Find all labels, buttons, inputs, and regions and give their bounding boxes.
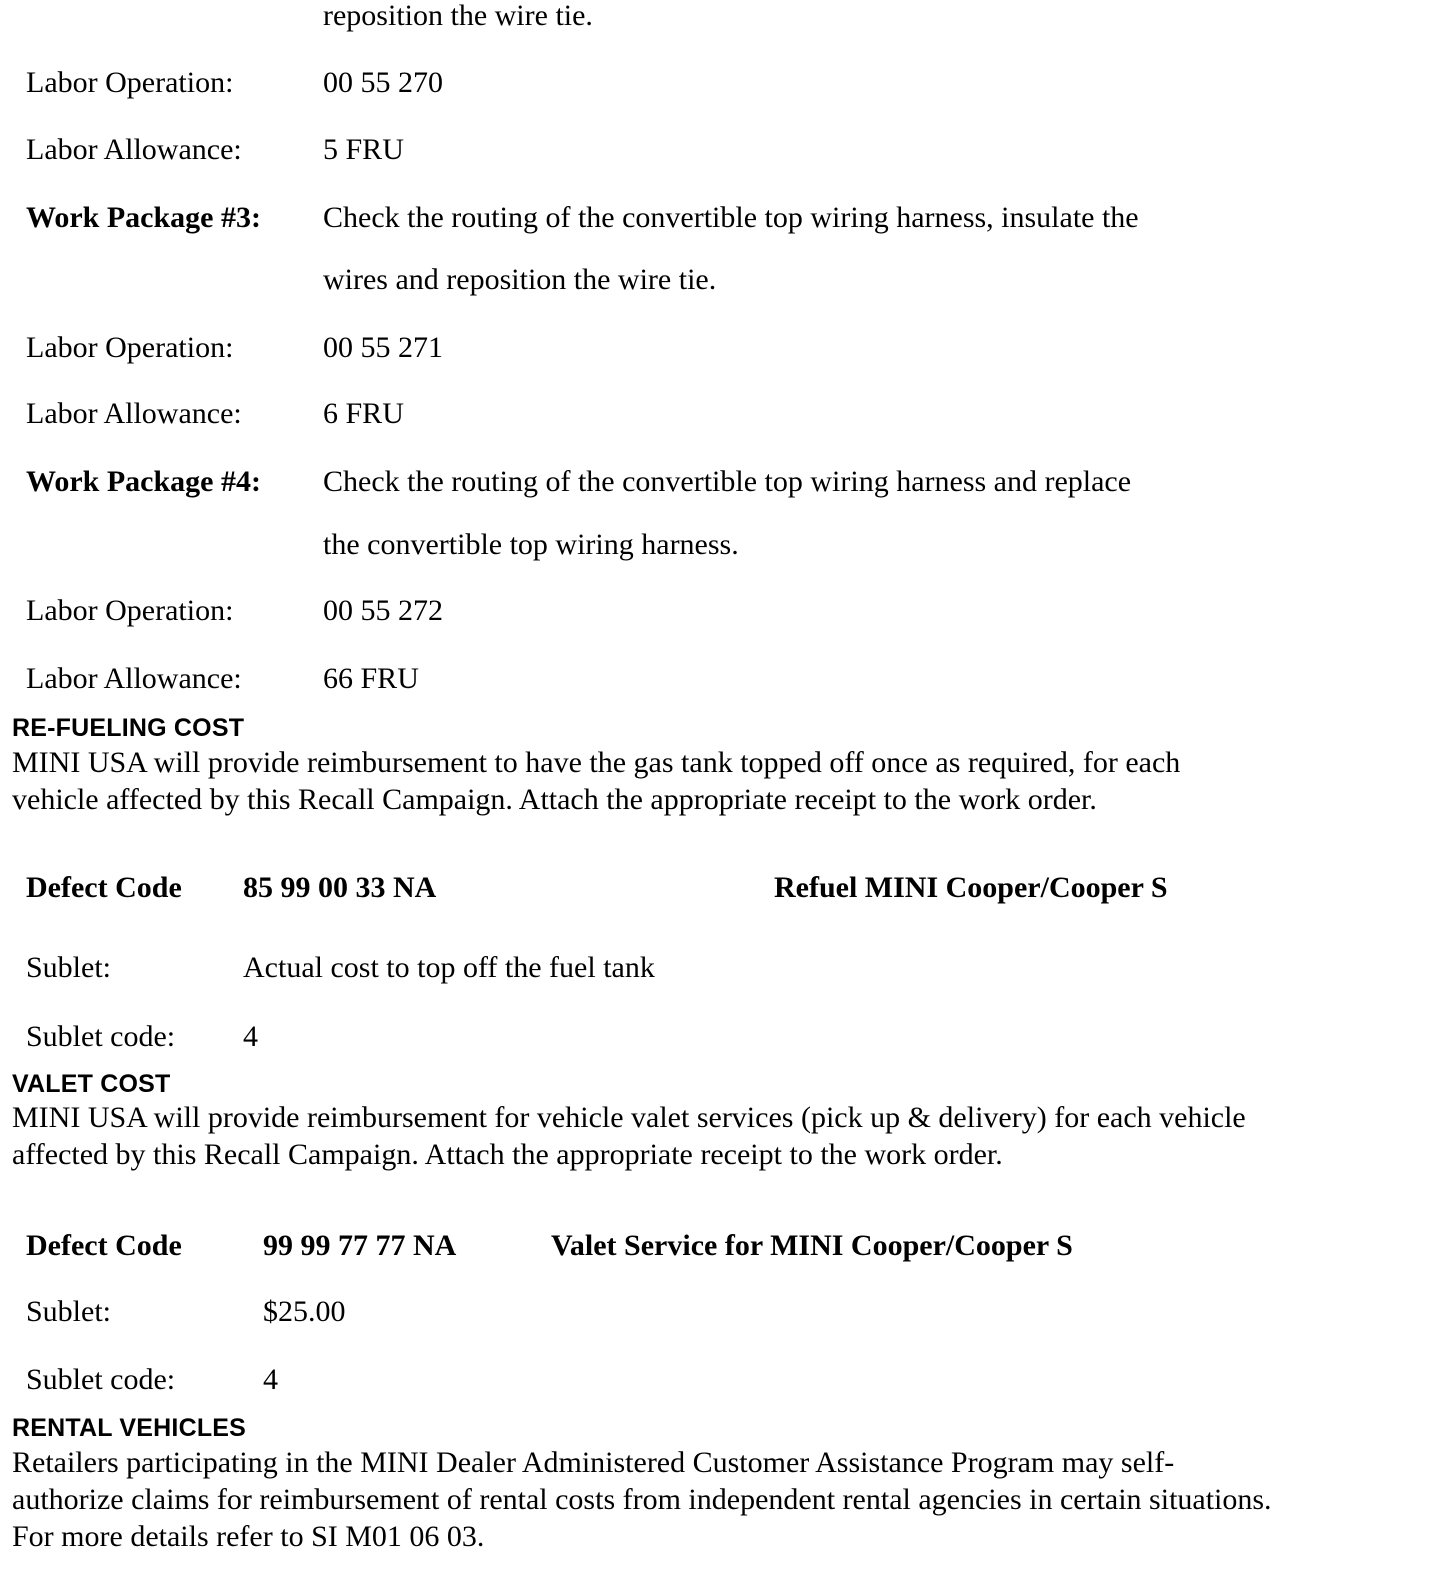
wp3-label: Work Package #3:: [26, 201, 261, 234]
rental-paragraph-line3: For more details refer to SI M01 06 03.: [12, 1520, 485, 1553]
refueling-sublet-label: Sublet:: [26, 951, 112, 984]
refueling-paragraph: [12, 744, 1422, 818]
valet-sublet-value: $25.00: [263, 1295, 346, 1328]
refueling-sublet-value: Actual cost to top off the fuel tank: [243, 951, 655, 984]
valet-heading: VALET COST: [12, 1070, 171, 1098]
valet-defect-code-value: 99 99 77 77 NA: [263, 1229, 457, 1262]
refueling-paragraph-line1: MINI USA will provide reimbursement to have the gas tank topped off once as required, for each: [12, 746, 1181, 779]
rental-paragraph: [12, 1444, 1422, 1555]
wp4-labor-allowance-label: Labor Allowance:: [26, 662, 242, 695]
wp2-labor-allowance-value: 5 FRU: [323, 133, 404, 166]
valet-defect-description: Valet Service for MINI Cooper/Cooper S: [551, 1229, 1073, 1262]
wp4-labor-operation-value: 00 55 272: [323, 594, 443, 627]
valet-sublet-label: Sublet:: [26, 1295, 112, 1328]
refueling-sublet-code-label: Sublet code:: [26, 1020, 176, 1053]
rental-paragraph-line2: authorize claims for reimbursement of rental costs from independent rental agencies in certain situations.: [12, 1483, 1272, 1516]
valet-paragraph-line2: affected by this Recall Campaign. Attach the appropriate receipt to the work order.: [12, 1138, 1003, 1171]
rental-paragraph-line1: Retailers participating in the MINI Dealer Administered Customer Assistance Program may self-: [12, 1446, 1175, 1479]
wp4-description-line1: Check the routing of the convertible top wiring harness and replace: [323, 465, 1132, 498]
valet-paragraph-line1: MINI USA will provide reimbursement for vehicle valet services (pick up & delivery) for each vehicle: [12, 1101, 1246, 1134]
wp2-labor-operation-value: 00 55 270: [323, 66, 443, 99]
wp2-description-continuation: reposition the wire tie.: [323, 0, 593, 32]
wp3-labor-operation-label: Labor Operation:: [26, 331, 234, 364]
refueling-heading: RE-FUELING COST: [12, 714, 245, 742]
wp4-labor-allowance-value: 66 FRU: [323, 662, 419, 695]
valet-sublet-code-label: Sublet code:: [26, 1363, 176, 1396]
refueling-defect-description: Refuel MINI Cooper/Cooper S: [774, 871, 1168, 904]
valet-defect-code-label: Defect Code: [26, 1229, 182, 1262]
wp2-labor-allowance-label: Labor Allowance:: [26, 133, 242, 166]
valet-sublet-code-value: 4: [263, 1363, 278, 1396]
wp3-description-line2: wires and reposition the wire tie.: [323, 263, 717, 296]
refueling-defect-code-label: Defect Code: [26, 871, 182, 904]
valet-paragraph: [12, 1099, 1422, 1173]
wp3-description-line1: Check the routing of the convertible top wiring harness, insulate the: [323, 201, 1139, 234]
wp3-labor-allowance-label: Labor Allowance:: [26, 397, 242, 430]
refueling-defect-code-value: 85 99 00 33 NA: [243, 871, 437, 904]
refueling-sublet-code-value: 4: [243, 1020, 258, 1053]
wp3-labor-operation-value: 00 55 271: [323, 331, 443, 364]
rental-heading: RENTAL VEHICLES: [12, 1414, 247, 1442]
refueling-paragraph-line2: vehicle affected by this Recall Campaign. Attach the appropriate receipt to the work order.: [12, 783, 1097, 816]
wp4-description-line2: the convertible top wiring harness.: [323, 528, 739, 561]
wp2-labor-operation-label: Labor Operation:: [26, 66, 234, 99]
wp3-labor-allowance-value: 6 FRU: [323, 397, 404, 430]
wp4-labor-operation-label: Labor Operation:: [26, 594, 234, 627]
wp4-label: Work Package #4:: [26, 465, 261, 498]
